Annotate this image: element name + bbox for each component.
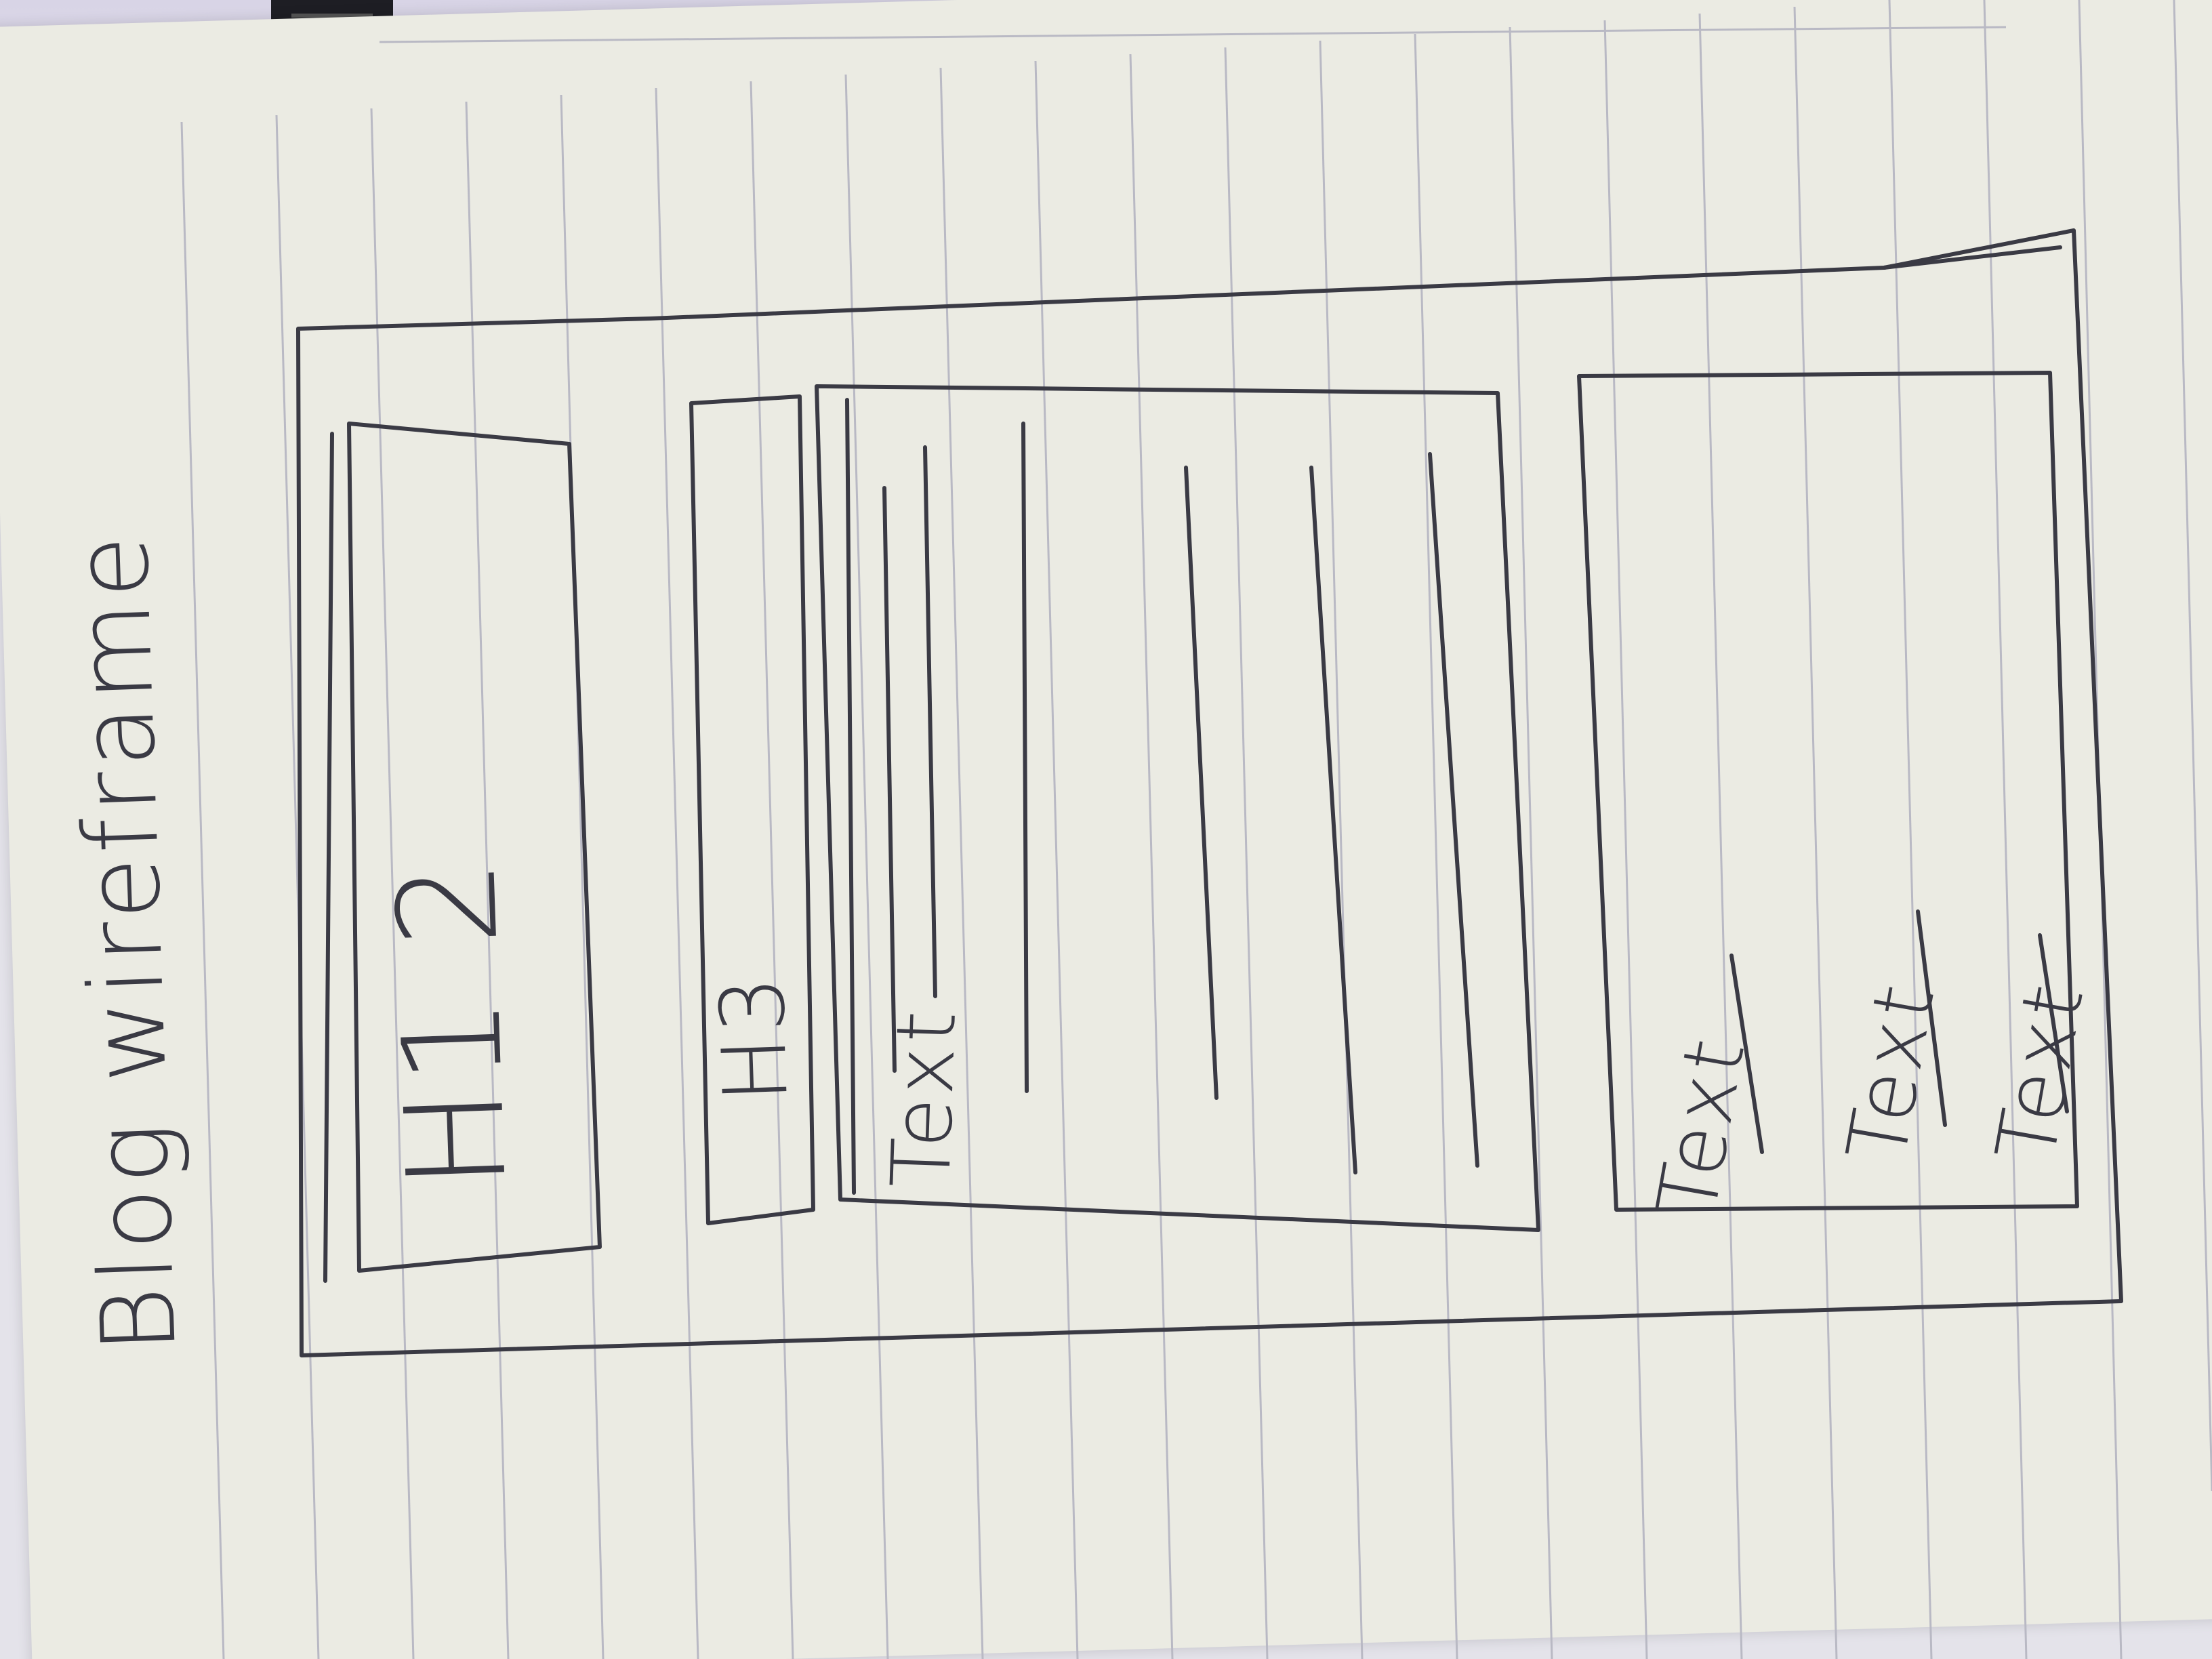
subheader-label: H3 <box>700 970 808 1105</box>
content-text-line <box>1186 468 1216 1098</box>
sidebar-link-label: Text <box>1979 974 2104 1169</box>
content-text-line <box>1311 468 1355 1172</box>
sketch-title: Blog wireframe <box>52 529 199 1355</box>
content-text-line <box>1430 454 1477 1166</box>
content-label: Text <box>874 1005 975 1189</box>
header-label: H1 2 <box>367 853 537 1193</box>
sidebar-link-label: Text <box>1830 974 1954 1169</box>
header-box-shadow <box>325 434 332 1281</box>
content-box-inner-edge <box>847 400 854 1193</box>
content-text-line <box>925 447 935 996</box>
content-text-line <box>1023 424 1027 1091</box>
sidebar-link-label: Text <box>1640 1028 1765 1223</box>
content-text-line <box>884 488 895 1071</box>
outer-frame <box>298 230 2121 1355</box>
